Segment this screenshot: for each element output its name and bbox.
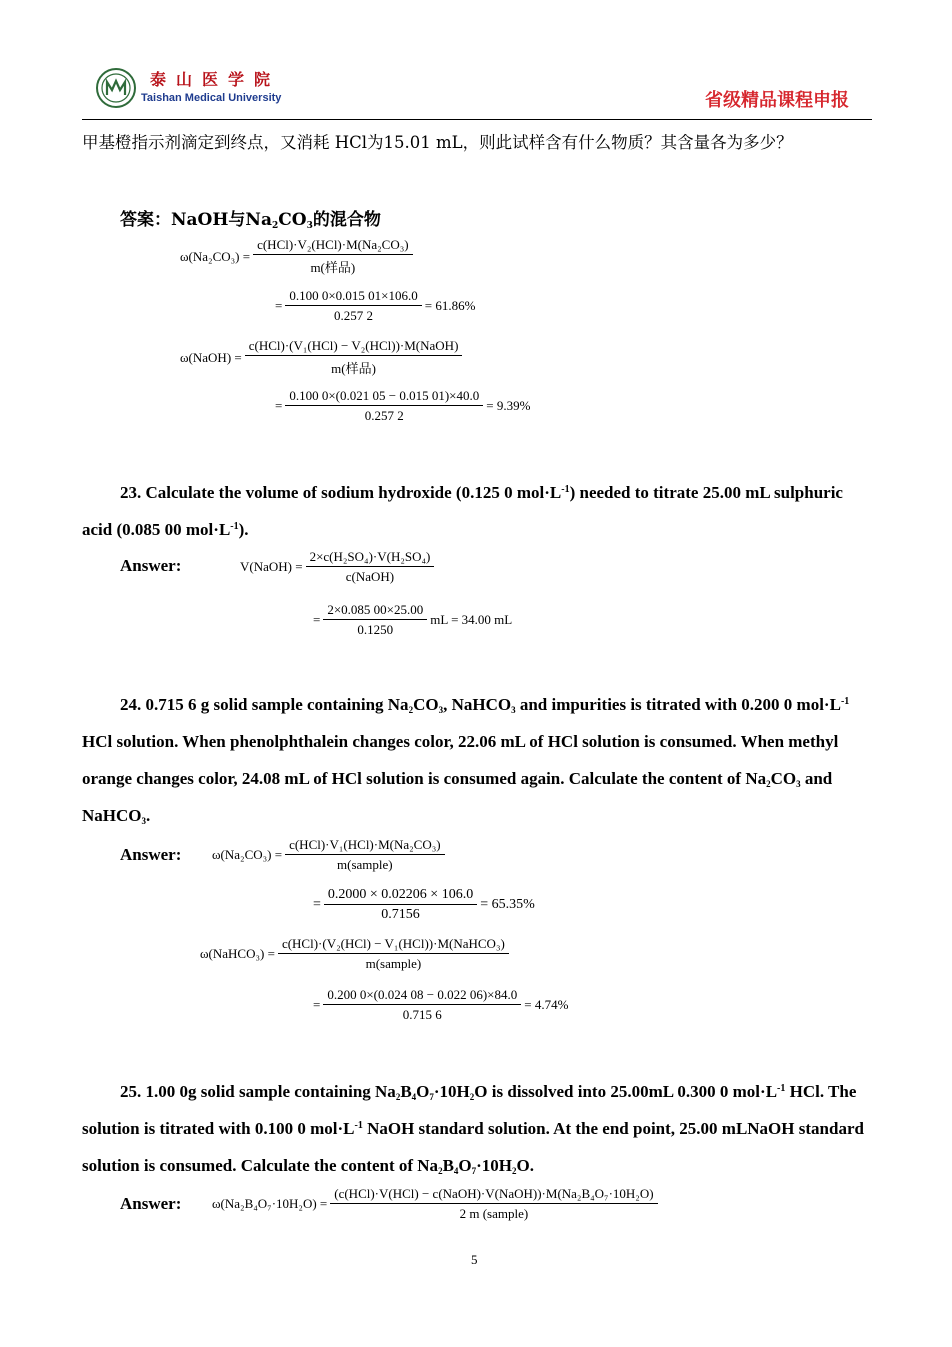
q24-eq3: ω(NaHCO₃) = $\frac{\text{c(HCl)·(V₂(HCl) − V₁(HCl))·M(NaHCO₃)}}{\text{m(sample)}}$ [200, 936, 512, 972]
university-logo [96, 68, 136, 108]
q25-text: 25. 1.00 0g solid sample containing $Na_2B_4O_7\cdot 10H_2O$ is dissolved into 25.00mL 0.300 0 $mol\cdot L^{-1}$ HCl. The solution is titrated with 0.100 0 $mol\cdot L^{-1}$ NaOH standard solution. At the end point, 25.00 mLNaOH standard solution is consumed. Calculate the content of $Na_2B_4O_7\cdot 10H_2O$. [82, 1082, 864, 1176]
header-title: 省级精品课程申报 [705, 90, 849, 111]
q22-eq3: ω(NaOH) = $\frac{\text{c(HCl)·(V₁(HCl) − V₂(HCl))·M(NaOH)}}{\text{m(样品)}}$ [180, 338, 465, 377]
q23-text: 23. Calculate the volume of sodium hydroxide (0.125 0 $mol\cdot L^{-1}$) needed to titrate 25.00 mL sulphuric acid (0.085 00 $mol\cdot L^{-1}$). [82, 483, 843, 539]
q22-answer: 答案：NaOH与$Na_2CO_3$的混合物 [120, 210, 381, 231]
q22-eq1: ω(Na₂CO₃) = $\frac{\text{c(HCl)·V₂(HCl)·M(Na₂CO₃)}}{\text{m(样品)}}$ [180, 237, 416, 276]
q22-eq4: = $\frac{0.100 0\times(0.021 05 - 0.015 01)\times 40.0}{0.257 2}$ = 9.39% [275, 388, 531, 423]
q23-answer-label: Answer: [120, 556, 182, 575]
q23-eq2: = $\frac{2\times 0.085 00\times 25.00}{0.1250}$ mL = 34.00 mL [313, 602, 513, 637]
q25-answer-label: Answer: [120, 1194, 182, 1213]
header-divider [82, 119, 872, 120]
q24-text: 24. 0.715 6 g solid sample containing $Na_2CO_3$, NaHCO$_3$ and impurities is titrated with 0.200 0 $mol\cdot L^{-1}$ HCl solution. When phenolphthalein changes color, 22.06 mL of HCl solution is consumed. When methyl orange changes color, 24.08 mL of HCl solution is consumed again. Calculate the content of $Na_2CO_3$ and NaHCO$_3$. [82, 695, 850, 826]
q24-answer-label: Answer: [120, 845, 182, 864]
q24-eq1: ω(Na₂CO₃) = $\frac{\text{c(HCl)·V₁(HCl)·M(Na₂CO₃)}}{\text{m(sample)}}$ [212, 837, 448, 873]
q24-eq2: = $\frac{0.2000 \times 0.02206 \times 106.0}{0.7156}$ = 65.35% [313, 887, 535, 922]
q23-eq1: V(NaOH) = $\frac{\text{2×c(H₂SO₄)·V(H₂SO₄)}}{\text{c(NaOH)}}$ [240, 549, 437, 585]
school-name-en: Taishan Medical University [141, 92, 282, 104]
page-number: 5 [471, 1252, 478, 1267]
q22-text: 甲基橙指示剂滴定到终点，又消耗 HCl为15.01 mL，则此试样含有什么物质？其含量各为多少？ [82, 133, 793, 152]
school-name-cn: 泰山医学院 [150, 70, 281, 89]
q22-eq2: = $\frac{0.100 0\times 0.015 01\times 106.0}{0.257 2}$ = 61.86% [275, 288, 476, 323]
q24-eq4: = $\frac{0.200 0\times(0.024 08 - 0.022 06)\times 84.0}{0.715 6}$ = 4.74% [313, 987, 569, 1022]
q25-eq1: ω(Na₂B₄O₇·10H₂O) = $\frac{\text{(c(HCl)·V(HCl) − c(NaOH)·V(NaOH))·M(Na₂B₄O₇·10H₂O)}}{\text{2 m (sample)}}$ [212, 1186, 661, 1222]
